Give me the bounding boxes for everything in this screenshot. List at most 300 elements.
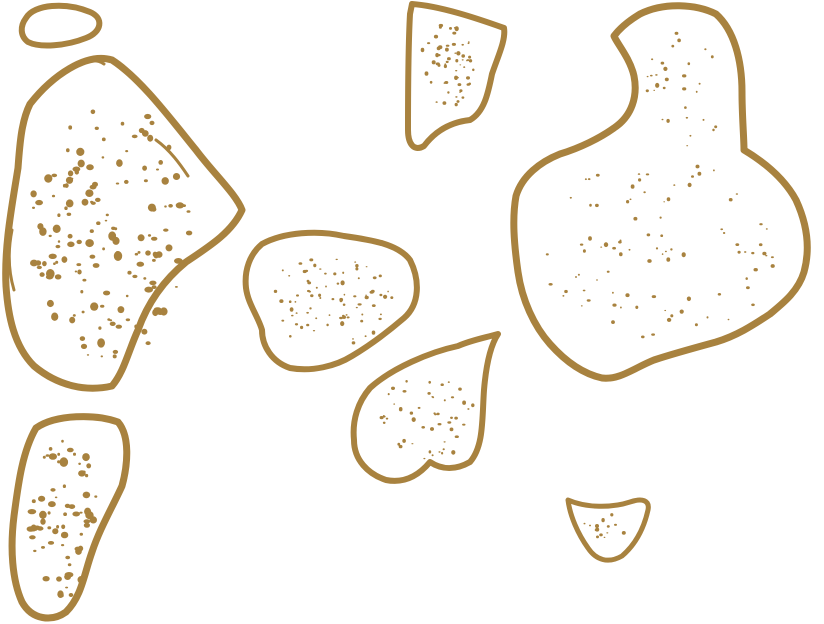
pore-dot: [682, 252, 686, 257]
pore-dot: [378, 318, 381, 320]
pore-dot: [595, 204, 599, 207]
pore-dot: [340, 321, 344, 326]
pore-dot: [95, 127, 99, 130]
pore-dot: [73, 453, 76, 456]
pore-dot: [38, 496, 45, 502]
pore-dot: [736, 193, 738, 195]
pore-dot: [75, 271, 77, 273]
pore-dot: [549, 283, 553, 286]
pore-dot: [444, 63, 446, 65]
pore-dot: [152, 309, 158, 316]
pore-dot: [462, 401, 466, 405]
pore-dot: [402, 439, 406, 443]
pore-dot: [100, 305, 104, 308]
pore-dot: [651, 58, 653, 60]
pore-dot: [132, 275, 137, 278]
pore-dot: [152, 259, 156, 262]
pore-dot: [305, 270, 308, 272]
pore-dot: [28, 509, 37, 514]
pore-dot: [144, 179, 148, 182]
pore-dot: [40, 518, 45, 524]
pore-dot: [95, 198, 101, 202]
pore-dot: [61, 544, 64, 546]
pore-dot: [62, 256, 68, 263]
pore-dot: [429, 450, 432, 453]
pore-dot: [449, 27, 452, 30]
pore-dot: [468, 41, 470, 43]
pore-dot: [446, 61, 449, 63]
pore-dot: [383, 422, 386, 424]
pore-dot: [766, 228, 768, 229]
pore-dot: [52, 195, 55, 198]
pore-dot: [438, 64, 441, 67]
pore-dot: [458, 388, 462, 391]
pore-dot: [712, 129, 714, 132]
pore-dot: [468, 83, 471, 86]
pore-dot: [677, 39, 681, 43]
pore-dot: [365, 296, 369, 299]
pore-dot: [72, 512, 80, 517]
pore-dot: [607, 525, 610, 528]
pore-dot: [313, 330, 315, 331]
pore-dot: [186, 231, 192, 236]
pore-dot: [751, 252, 754, 254]
pore-dot: [647, 76, 649, 77]
pore-dot: [366, 266, 368, 267]
pore-dot: [418, 407, 421, 409]
pore-dot: [48, 541, 54, 545]
pore-dot: [73, 314, 76, 317]
pore-dot: [570, 197, 572, 199]
pore-dot: [344, 294, 346, 296]
pore-dot: [110, 322, 116, 326]
pore-dot: [65, 572, 74, 577]
pore-dot: [356, 307, 358, 308]
pore-dot: [306, 324, 309, 327]
pore-dot: [76, 148, 84, 156]
pore-dot: [325, 286, 327, 288]
pore-dot: [142, 130, 149, 137]
pore-dot: [650, 75, 653, 77]
pore-dot: [358, 303, 362, 305]
pore-dot: [625, 293, 629, 297]
pore-dot: [114, 227, 117, 230]
pore-dot: [587, 299, 591, 301]
pore-dot: [443, 448, 445, 450]
pore-dot: [443, 101, 447, 105]
pore-dot: [281, 320, 284, 322]
pore-dot: [595, 524, 599, 528]
pore-dot: [765, 255, 767, 256]
pore-dot: [445, 48, 449, 52]
pore-dot: [754, 268, 758, 271]
pore-dot: [164, 205, 167, 207]
pore-dot: [699, 83, 701, 85]
pore-dot: [174, 258, 183, 264]
pore-dot: [631, 184, 635, 188]
pore-dot: [728, 319, 730, 321]
pore-dot: [662, 253, 664, 255]
pore-dot: [329, 314, 331, 316]
pore-dot: [68, 563, 72, 566]
pore-dot: [454, 417, 458, 420]
stone-pores: [27, 24, 775, 598]
pore-dot: [673, 184, 675, 186]
pore-dot: [40, 272, 45, 277]
pore-dot: [288, 275, 290, 277]
pore-dot: [607, 271, 610, 273]
pore-dot: [295, 323, 298, 325]
pore-dot: [436, 413, 439, 416]
pore-dot: [564, 290, 568, 293]
pore-dot: [723, 232, 725, 234]
pore-dot: [112, 237, 119, 245]
pore-dot: [604, 242, 608, 247]
pore-dot: [47, 300, 54, 307]
pore-dot: [162, 177, 169, 185]
pore-dot: [309, 258, 313, 261]
pore-dot: [612, 304, 616, 307]
pore-dot: [687, 297, 691, 302]
pore-dot: [32, 207, 35, 209]
pore-dot: [562, 295, 564, 297]
pore-dot: [433, 412, 435, 414]
pore-dot: [101, 355, 103, 357]
pore-dot: [64, 206, 67, 210]
stone-fragment-bottom-left: [12, 417, 127, 618]
pore-dot: [77, 589, 81, 593]
pore-dot: [86, 463, 91, 468]
pore-dot: [454, 53, 456, 54]
pore-dot: [55, 274, 62, 279]
pore-dot: [461, 44, 464, 46]
pore-dot: [664, 310, 666, 311]
pore-dot: [379, 275, 382, 278]
pore-dot: [660, 217, 662, 219]
pore-dot: [425, 71, 429, 75]
pore-dot: [457, 77, 459, 78]
pore-dot: [589, 525, 591, 527]
pore-dot: [295, 301, 297, 303]
pore-dot: [175, 286, 178, 288]
pore-dot: [51, 313, 58, 321]
pore-dot: [143, 277, 146, 280]
pore-dot: [49, 254, 57, 259]
pore-dot: [67, 242, 74, 248]
pore-dot: [289, 300, 292, 303]
pore-dot: [720, 228, 723, 230]
pore-dot: [600, 247, 602, 248]
pore-dot: [147, 135, 153, 142]
pore-dot: [148, 204, 156, 212]
pore-dot: [379, 294, 382, 296]
pore-dot: [187, 210, 191, 213]
pore-dot: [31, 525, 37, 532]
pore-dot: [704, 48, 706, 50]
pore-dot: [79, 512, 82, 514]
pore-dot: [646, 89, 649, 92]
pore-dot: [399, 407, 403, 411]
pore-dot: [37, 223, 43, 230]
pore-dot: [471, 403, 474, 407]
pore-dot: [714, 125, 717, 128]
pore-dot: [60, 457, 69, 467]
pore-dot: [90, 255, 96, 259]
stone-fragment-small-triangle: [568, 500, 648, 560]
pore-dot: [52, 174, 58, 178]
pore-dot: [148, 234, 151, 237]
pore-dot: [682, 87, 686, 90]
pore-dot: [393, 403, 395, 404]
pore-dot: [121, 122, 125, 126]
pore-dot: [296, 312, 298, 314]
pore-dot: [116, 183, 119, 185]
pore-dot: [63, 184, 66, 188]
pore-dot: [458, 83, 462, 86]
pore-dot: [141, 329, 147, 335]
pore-dot: [585, 178, 587, 180]
pore-dot: [462, 59, 464, 60]
pore-dot: [682, 74, 686, 77]
pore-dot: [85, 474, 88, 477]
pore-dot: [66, 148, 70, 152]
pore-dot: [371, 290, 375, 293]
pore-dot: [97, 338, 105, 347]
pore-dot: [118, 306, 125, 313]
pore-dot: [50, 488, 55, 492]
pore-dot: [85, 239, 94, 247]
pore-dot: [444, 399, 446, 401]
pore-dot: [315, 317, 317, 319]
pore-dot: [441, 383, 444, 386]
pore-dot: [468, 56, 471, 59]
pore-dot: [358, 277, 360, 279]
pore-dot: [421, 48, 425, 52]
pore-dot: [61, 532, 68, 539]
pore-dot: [466, 76, 470, 79]
pore-dot: [145, 250, 151, 255]
pore-dot: [81, 344, 87, 349]
pore-dot: [670, 314, 673, 317]
pore-dot: [427, 42, 430, 44]
pore-dot: [744, 251, 746, 253]
pore-dot: [82, 311, 85, 314]
pore-dot: [116, 251, 119, 253]
pore-dot: [372, 331, 376, 335]
pore-dot: [459, 92, 461, 93]
pore-dot: [427, 392, 430, 395]
pore-dot: [468, 43, 470, 44]
pore-dot: [583, 290, 586, 292]
pore-dot: [671, 45, 674, 48]
pore-dot: [160, 307, 168, 315]
pore-dot: [432, 60, 436, 64]
pore-dot: [152, 285, 157, 289]
pore-dot: [675, 32, 679, 35]
pore-dot: [380, 416, 384, 419]
pore-dot: [596, 536, 599, 539]
pore-dot: [583, 249, 586, 253]
pore-dot: [456, 51, 460, 55]
pore-dot: [146, 341, 151, 345]
pore-dot: [279, 299, 283, 303]
pore-dot: [448, 381, 450, 383]
pore-dot: [80, 336, 85, 341]
pore-dot: [686, 117, 688, 119]
pore-dot: [428, 381, 431, 384]
pore-dot: [360, 320, 363, 323]
pore-dot: [32, 499, 36, 503]
pore-dot: [365, 335, 367, 337]
pore-dot: [86, 164, 94, 170]
pore-dot: [688, 62, 691, 65]
pore-dot: [58, 240, 60, 243]
pore-dot: [78, 160, 85, 168]
pore-dot: [390, 296, 393, 299]
pore-dot: [339, 298, 343, 302]
pore-dot: [388, 393, 390, 395]
pore-dot: [67, 213, 72, 216]
pore-dot: [653, 90, 655, 91]
pore-dot: [771, 264, 775, 268]
pore-dot: [352, 338, 354, 340]
pore-dot: [663, 201, 665, 202]
pore-dot: [68, 125, 72, 129]
pore-dot: [53, 262, 56, 265]
pore-dot: [65, 587, 68, 589]
pore-dot: [69, 317, 75, 324]
pore-dot: [698, 172, 702, 176]
pore-dot: [430, 81, 433, 84]
pore-dot: [306, 312, 309, 314]
pore-dot: [336, 259, 338, 260]
pore-dot: [274, 290, 277, 293]
pore-dot: [150, 121, 155, 125]
pore-dot: [450, 417, 453, 419]
pore-dot: [696, 91, 698, 93]
pore-dot: [656, 247, 658, 249]
pore-dot: [663, 87, 666, 89]
pore-dot: [337, 283, 340, 285]
pore-dot: [93, 263, 100, 268]
pore-dot: [167, 145, 172, 151]
pore-dot: [438, 45, 442, 49]
pore-dot: [333, 272, 336, 275]
pore-dot: [355, 264, 358, 267]
pore-dot: [138, 251, 141, 254]
pore-dot: [635, 306, 638, 309]
pore-dot: [132, 135, 138, 139]
pore-dot: [771, 256, 774, 258]
pore-dot: [596, 279, 598, 280]
pore-dot: [703, 119, 705, 121]
pore-dot: [751, 304, 755, 307]
pore-dot: [48, 511, 51, 514]
pore-dot: [102, 138, 106, 142]
stone-fragment-center-drop: [354, 334, 498, 481]
pore-dot: [684, 106, 687, 109]
pore-dot: [461, 54, 465, 57]
pore-dot: [352, 341, 356, 344]
pore-dot: [604, 537, 606, 538]
pore-dot: [695, 323, 698, 326]
pore-dot: [611, 320, 615, 324]
pore-dot: [318, 294, 321, 297]
pore-dot: [342, 316, 346, 319]
pore-dot: [412, 417, 416, 422]
pore-dot: [638, 178, 641, 181]
pore-dot: [457, 100, 460, 103]
pore-dot: [90, 302, 98, 310]
pore-dot: [182, 204, 186, 207]
pore-dot: [42, 261, 47, 266]
pore-dot: [87, 354, 89, 356]
pore-dot: [383, 295, 387, 299]
pore-dot: [403, 390, 407, 393]
pore-dot: [84, 523, 90, 528]
pore-dot: [61, 440, 64, 443]
pore-dot: [707, 316, 709, 318]
pore-dot: [387, 291, 389, 293]
pore-dot: [614, 524, 617, 526]
pore-dot: [30, 260, 38, 267]
pore-dot: [467, 59, 470, 61]
pore-dot: [43, 456, 46, 459]
pore-dot: [467, 408, 469, 410]
pore-dot: [106, 214, 109, 217]
pore-dot: [462, 96, 465, 98]
pore-dot: [633, 217, 637, 221]
pore-dot: [469, 59, 472, 62]
pore-dot: [290, 307, 294, 312]
pore-dot: [670, 248, 672, 250]
pore-dot: [759, 243, 763, 246]
pore-dot: [578, 274, 580, 276]
pore-dot: [151, 237, 157, 241]
pore-dot: [620, 307, 622, 309]
pore-dot: [455, 103, 458, 106]
pore-dot: [316, 287, 318, 289]
pore-dot: [546, 253, 549, 255]
pore-dot: [451, 450, 455, 455]
pore-dot: [33, 550, 36, 552]
pore-dot: [324, 273, 327, 275]
pore-dot: [354, 261, 356, 262]
pore-dot: [163, 229, 168, 232]
pore-dot: [313, 264, 316, 268]
pore-dot: [77, 240, 82, 244]
pore-dot: [411, 443, 413, 444]
pore-dot: [85, 189, 93, 197]
pore-dot: [77, 270, 81, 275]
pore-dot: [439, 26, 441, 27]
pore-dot: [655, 74, 658, 76]
pore-dot: [149, 281, 156, 286]
pore-dot: [68, 234, 73, 239]
pore-dot: [68, 505, 71, 508]
pore-dot: [63, 512, 67, 516]
pore-dot: [759, 223, 762, 225]
pore-dot: [342, 272, 344, 274]
pore-dot: [580, 244, 583, 246]
pore-dot: [65, 556, 70, 560]
pore-dot: [35, 200, 43, 205]
pore-dot: [134, 325, 138, 329]
pore-dot: [446, 45, 450, 47]
pore-dot: [575, 276, 577, 278]
pore-dot: [691, 175, 694, 178]
pore-dot: [355, 267, 358, 270]
